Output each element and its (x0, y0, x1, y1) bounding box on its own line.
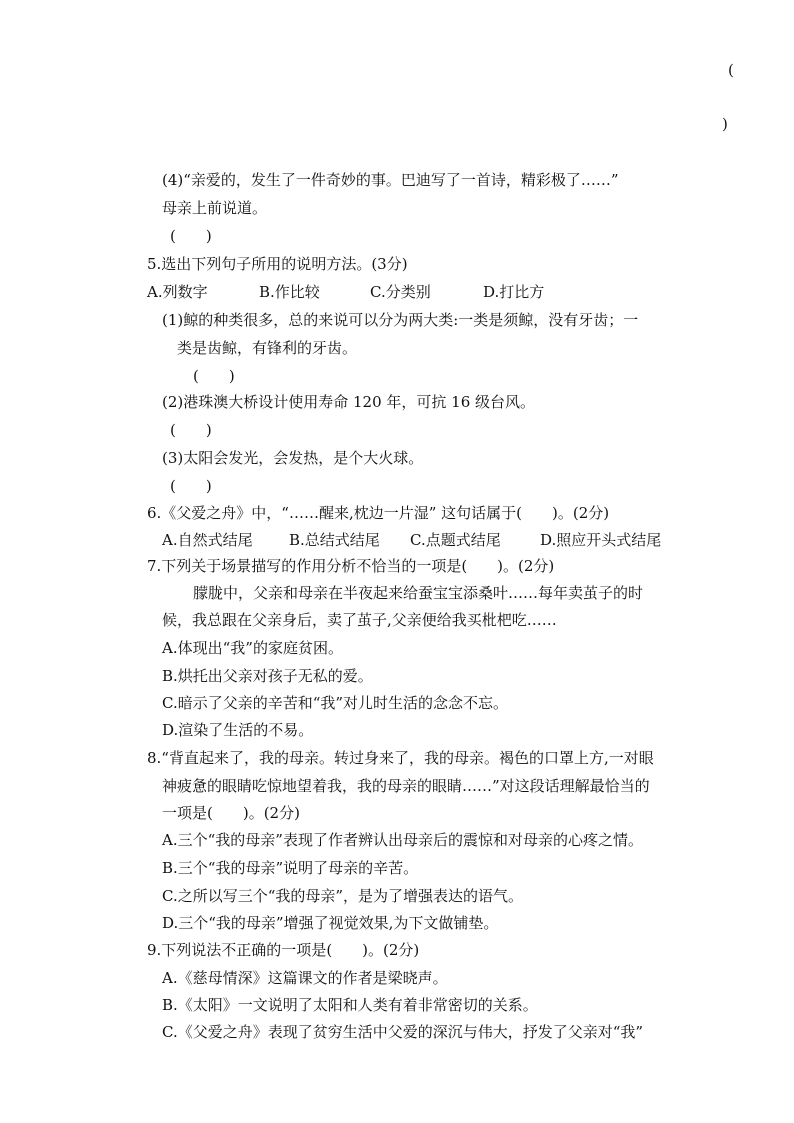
q6-option-b: B.总结式结尾 (289, 531, 380, 549)
q9-stem: 9.下列说法不正确的一项是( )。(2分) (147, 941, 420, 959)
q8-option-b: B.三个“我的母亲”说明了母亲的辛苦。 (162, 859, 419, 877)
q6-option-d: D.照应开头式结尾 (540, 531, 662, 549)
q8-option-c: C.之所以写三个“我的母亲”，是为了增强表达的语气。 (162, 887, 524, 905)
q7-option-a: A.体现出“我”的家庭贫困。 (162, 639, 343, 657)
q5-item-2-answer-blank[interactable]: ( ) (170, 421, 212, 439)
q6-stem: 6.《父爱之舟》中，“……醒来,枕边一片湿” 这句话属于( )。(2分) (147, 504, 610, 522)
q6-option-a: A.自然式结尾 (162, 531, 253, 549)
q9-option-c: C.《父爱之舟》表现了贫穷生活中父爱的深沉与伟大，抒发了父亲对“我” (162, 1023, 644, 1041)
q7-option-c: C.暗示了父亲的辛苦和“我”对儿时生活的念念不忘。 (162, 694, 509, 712)
q5-item-1-line-1: (1)鲸的种类很多，总的来说可以分为两大类:一类是须鲸，没有牙齿；一 (162, 311, 639, 329)
q6-option-c: C.点题式结尾 (410, 531, 501, 549)
q5-item-1-answer-blank[interactable]: ( ) (193, 367, 235, 385)
q7-stem: 7.下列关于场景描写的作用分析不恰当的一项是( )。(2分) (147, 557, 555, 575)
q8-stem-line-3: 一项是( )。(2分) (162, 804, 300, 822)
q4-line-1: (4)“亲爱的，发生了一件奇妙的事。巴迪写了一首诗，精彩极了……” (162, 171, 619, 189)
q7-passage-line-2: 候，我总跟在父亲身后，卖了茧子,父亲便给我买枇杷吃…… (162, 611, 557, 629)
q7-option-d: D.渲染了生活的不易。 (162, 721, 314, 739)
q7-passage-line-1: 朦胧中，父亲和母亲在半夜起来给蚕宝宝添桑叶……每年卖茧子的时 (193, 584, 644, 602)
q9-option-b: B.《太阳》一文说明了太阳和人类有着非常密切的关系。 (162, 996, 538, 1014)
q5-option-b: B.作比较 (259, 283, 320, 301)
q5-option-c: C.分类别 (370, 283, 431, 301)
q4-answer-blank[interactable]: ( ) (170, 227, 212, 245)
q4-line-2: 母亲上前说道。 (162, 199, 268, 217)
q7-option-b: B.烘托出父亲对孩子无私的爱。 (162, 667, 373, 685)
q5-item-3: (3)太阳会发光，会发热，是个大火球。 (162, 449, 424, 467)
q5-item-3-answer-blank[interactable]: ( ) (170, 477, 212, 495)
q5-option-d: D.打比方 (483, 283, 545, 301)
q5-item-2: (2)港珠澳大桥设计使用寿命 120 年，可抗 16 级台风。 (162, 393, 536, 411)
q8-option-a: A.三个“我的母亲”表现了作者辨认出母亲后的震惊和对母亲的心疼之情。 (162, 831, 643, 849)
q8-option-d: D.三个“我的母亲”增强了视觉效果,为下文做铺垫。 (162, 914, 499, 932)
close-paren-mark: ) (722, 115, 728, 133)
q5-option-a: A.列数字 (147, 283, 208, 301)
q9-option-a: A.《慈母情深》这篇课文的作者是梁晓声。 (162, 969, 448, 987)
q5-item-1-line-2: 类是齿鲸，有锋利的牙齿。 (177, 339, 358, 357)
q8-stem-line-2: 神疲惫的眼睛吃惊地望着我，我的母亲的眼睛……”对这段话理解最恰当的 (162, 777, 650, 795)
open-paren-mark: ( (728, 61, 734, 79)
q5-stem: 5.选出下列句子所用的说明方法。(3分) (147, 255, 408, 273)
q8-stem-line-1: 8.“背直起来了，我的母亲。转过身来了，我的母亲。褐色的口罩上方,一对眼 (147, 749, 654, 767)
